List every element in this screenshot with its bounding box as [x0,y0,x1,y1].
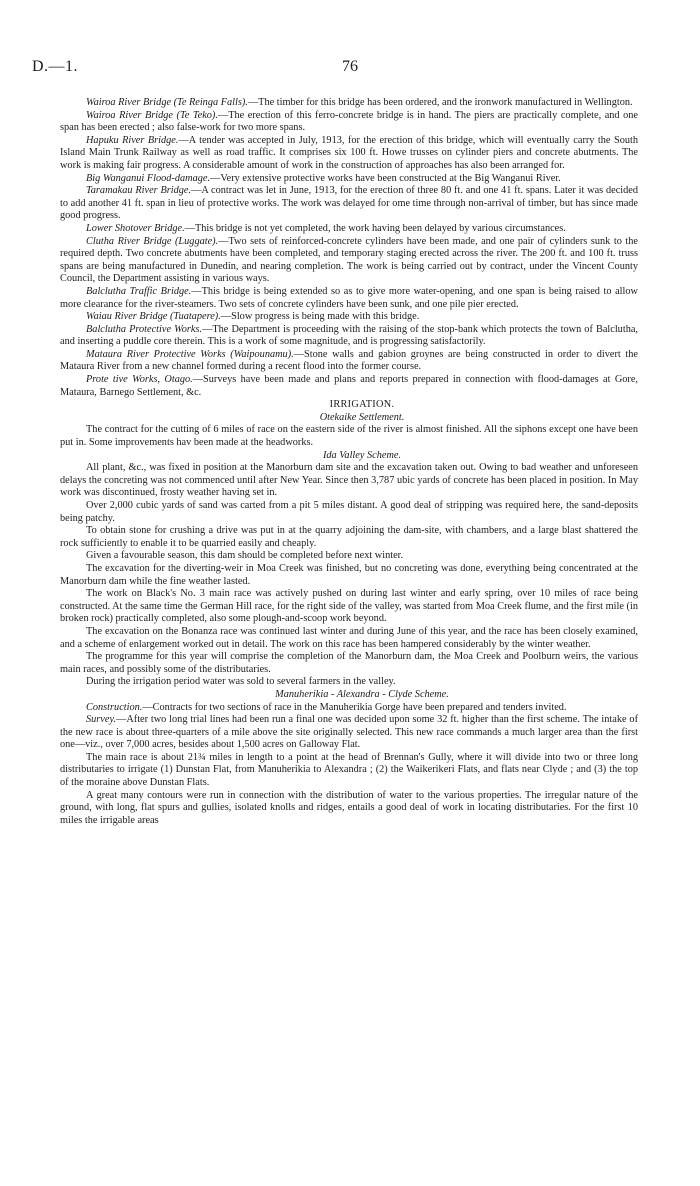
paragraph: The programme for this year will comprise the completion of the Manorburn dam, the Moa Creek and Poolburn weirs, the various main races, and possibly some of the distributaries. [60,651,638,675]
paragraph: All plant, &c., was fixed in position at the Manorburn dam site and the excavation taken out. Owing to bad weather and unforeseen delays the concreting was not commenced until after New Year. Since then 3,787 ubic yards of concrete has been placed in position. In May work was discontinued, frosty weather having set in. [60,462,638,499]
paragraph-title: Survey. [86,714,117,726]
paragraph-text: —The erection of this ferro-concrete bridge is in hand. The piers are practically complete, and one span has been erected ; also false-work for two more spans. [60,109,638,134]
paragraph: The work on Black's No. 3 main race was actively pushed on during last winter and early spring, over 10 miles of race being constructed. At the same time the German Hill race, for the right side of the valley, was started from Moa Creek flume, and the first mile (in broken rock) practically completed, also some plough-and-scoop work beyond. [60,588,638,625]
paragraph [60,702,638,715]
paragraph: During the irrigation period water was sold to several farmers in the valley. [86,676,396,688]
paragraph [60,173,638,186]
paragraph-title: Waiau River Bridge (Tuatapere). [86,311,221,323]
paragraph-title: Taramakau River Bridge. [86,185,192,197]
paragraph-title: Mataura River Protective Works (Waipounamu). [86,348,294,360]
page-body [60,97,638,827]
paragraph-text: —Stone walls and gabion groynes are being constructed in order to divert the Mataura River from a new channel formed during a recent flood into the former course. [60,348,638,373]
paragraph [60,185,638,223]
paragraph-text: —Surveys have been made and plans and reports prepared in connection with flood-damages at Gore, Mataura, Barnego Settlement, &c. [60,374,639,398]
paragraph: To obtain stone for crushing a drive was put in at the quarry adjoining the dam-site, with chambers, and a large blast shattered the rock sufficiently to enable it to be quarried easily and cheaply. [60,525,638,549]
paragraph-text: —Slow progress is being made with this bridge. [220,311,420,323]
paragraph-title: Lower Shotover Bridge. [86,222,185,234]
paragraph-title: Balclutha Protective Works. [86,323,203,335]
paragraph-text: —After two long trial lines had been run a final one was decided upon some 32 ft. higher than the first scheme. The intake of the new race is about three-quarters of a mile above the site originally selected. This new race commands a much larger area than the first one—viz., over 7,000 acres, besides about 1,500 acres on Galloway Flat. [60,714,638,751]
section-heading: IRRIGATION. [329,399,395,411]
paragraph-text: —This bridge is not yet completed, the work having been delayed by various circumstances. [184,222,566,234]
paragraph-title: Wairoa River Bridge (Te Reinga Falls). [86,97,248,108]
paragraph: The excavation on the Bonanza race was continued last winter and during June of this year, and the race has been closely examined, and a scheme of enlargement worked out in detail. The work on this race has been hampered considerably by the winter weather. [60,625,638,650]
paragraph-title: Hapuku River Bridge. [86,134,179,146]
paragraph-text: —A tender was accepted in July, 1913, for the erection of this bridge, which will eventually carry the South Island Main Trunk Railway as well as road traffic. It comprises six 100 ft. Howe trusses on cylinder piers and concrete abutments. The work is making fair progress. A considerable amount of work in the construction of approaches has also been arranged for. [60,134,639,171]
paragraph: The contract for the cutting of 6 miles of race on the eastern side of the river is almost finished. All the siphons except one have been put in. Some improvements hav been made at the headworks. [60,424,638,449]
paragraph [60,349,638,374]
paragraph [60,97,638,110]
paragraph [60,110,638,135]
paragraph [60,236,638,286]
paragraph-text: —The Department is proceeding with the raising of the stop-bank which protects the town of Balclutha, and inserting a puddle core therein. This is a work of some magnitude, and is progressing satisfactorily. [60,323,638,348]
paragraph [60,324,638,349]
paragraph-text: —Very extensive protective works have been constructed at the Big Wanganui River. [210,172,561,184]
subsection-heading: Manuherikia - Alexandra - Clyde Scheme. [275,688,449,700]
paragraph: The main race is about 21¾ miles in length to a point at the head of Brennan's Gully, where it will divide into two or three long distributaries to irrigate (1) Dunstan Flat, from Manuherikia to Alexandra ; (2) the Waikerikeri Flats, and flats near Clyde ; and (3) the top of the moraine above Dunstan Flats. [60,751,638,789]
paragraph-title: Balclutha Traffic Bridge. [86,285,192,297]
paragraph [60,135,638,173]
paragraph-text: —Contracts for two sections of race in the Manuherikia Gorge have been prepared and tenders invited. [142,701,567,713]
paragraph: The excavation for the diverting-weir in Moa Creek was finished, but no concreting was done, everything being concentrated at the Manorburn dam while the fine weather lasted. [60,562,638,587]
subsection-heading: Ida Valley Scheme. [322,449,402,461]
paragraph-text: —This bridge is being extended so as to give more water-opening, and one span is being raised to allow more clearance for the river-steamers. Two sets of concrete cylinders have been sunk, and one pile pier erected. [60,285,638,310]
paragraph-title: Prote tive Works, Otago. [86,374,193,386]
paragraph [60,286,638,311]
paragraph-title: Construction. [86,701,143,713]
paragraph-text: —Two sets of reinforced-concrete cylinders have been made, and one pair of cylinders sunk to the required depth. Two concrete abutments have been completed, and temporary staging erected across the river. The 200 ft. and 100 ft. truss spans are being manufactured in Dunedin, and nearing completion. The work is being carried out by contract, under the Vincent County Council, the Department assisting in various ways. [60,235,638,285]
paragraph-title: Big Wanganui Flood-damage. [86,172,211,184]
paragraph [60,223,638,236]
subsection-heading: Otekaike Settlement. [319,411,405,423]
paragraph [60,714,638,752]
paragraph: Over 2,000 cubic yards of sand was carted from a pit 5 miles distant. A good deal of stripping was required here, the sand-deposits being patchy. [60,500,638,524]
paragraph-title: Wairoa River Bridge (Te Teko). [86,109,218,121]
paragraph [60,374,638,399]
page-number: 76 [342,58,358,75]
paragraph-text: —The timber for this bridge has been ordered, and the ironwork manufactured in Wellington. [247,97,633,108]
paragraph-text: —A contract was let in June, 1913, for the erection of three 80 ft. and one 41 ft. spans. Later it was decided to add another 41 ft. span in lieu of protective works. The work was delayed for ome time through non-arrival of timber, but has since made good progress. [60,185,638,222]
paragraph-title: Clutha River Bridge (Luggate). [86,235,219,247]
paragraph: Given a favourable season, this dam should be completed before next winter. [86,550,404,562]
report-code: D.—1. [32,58,79,75]
paragraph [60,311,638,324]
paragraph: A great many contours were run in connection with the distribution of water to the various properties. The irregular nature of the ground, with long, flat spurs and gullies, isolated knolls and ridges, entails a good deal of work in locating distributaries. For the first 10 miles the irrigable areas [60,789,638,826]
